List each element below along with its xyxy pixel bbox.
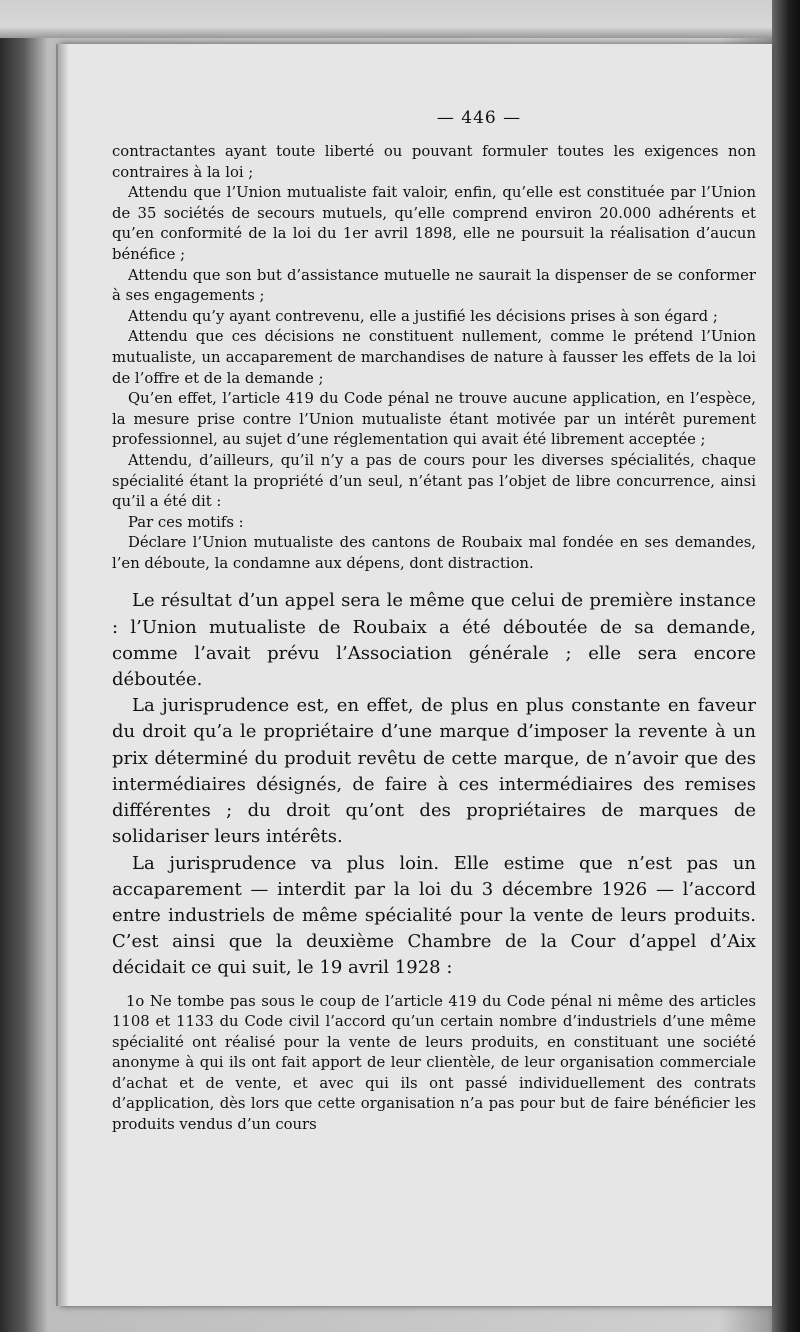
quote-paragraph: contractantes ayant toute liberté ou pouvant formuler toutes les exigences non contraires à la loi ; [112,143,756,181]
ruling-summary [112,992,756,1136]
quote-paragraph: Par ces motifs : [128,513,244,531]
quote-paragraph: Attendu que ces décisions ne constituent nullement, comme le prétend l’Union mutualiste, un accaparement de marchandises de nature à fausser les effets de la loi de l’offre et de la demande ; [112,328,756,387]
book-binding-edge [772,0,800,1332]
main-body [112,588,756,981]
quote-paragraph: Attendu, d’ailleurs, qu’il n’y a pas de cours pour les diverses spécialités, chaque spécialité étant la propriété d’un seul, n’étant pas l’objet de libre concurrence, ainsi qu’il a été dit : [112,451,756,511]
quote-paragraph: Déclare l’Union mutualiste des cantons de Roubaix mal fondée en ses demandes, l’en déboute, la condamne aux dépens, dont distraction. [112,534,756,572]
page-text [112,108,756,1136]
scan-top-edge [0,0,800,38]
quote-paragraph: Attendu qu’y ayant contrevenu, elle a justifié les décisions prises à son égard ; [128,307,718,325]
body-paragraph: La jurisprudence va plus loin. Elle estime que n’est pas un accaparement — interdit par la loi du 3 décembre 1926 — l’accord entre industriels de même spécialité pour la vente de leurs produits. C’est ainsi que la deuxième Chambre de la Cour d’appel d’Aix décidait ce qui suit, le 19 avril 1928 : [112,852,756,979]
quote-paragraph: Attendu que l’Union mutualiste fait valoir, enfin, qu’elle est constituée par l’Union de 35 sociétés de secours mutuels, qu’elle comprend environ 20.000 adhérents et qu’en conformité de la loi du 1er avril 1898, elle ne poursuit la réalisation d’aucun bénéfice ; [112,184,756,263]
quote-paragraph: Attendu que son but d’assistance mutuelle ne saurait la dispenser de se conformer à ses engagements ; [112,266,756,305]
page-number: — 446 — [436,108,522,128]
court-decision-quote [112,142,756,574]
quote-paragraph: Qu’en effet, l’article 419 du Code pénal ne trouve aucune application, en l’espèce, la mesure prise contre l’Union mutualiste étant motivée par un intérêt purement professionnel, au sujet d’une réglementation qui avait été librement acceptée ; [112,390,756,449]
body-paragraph: Le résultat d’un appel sera le même que celui de première instance : l’Union mutualiste de Roubaix a été déboutée de sa demande, comme l’avait prévu l’Association générale ; elle sera encore déboutée. [112,590,756,691]
ruling-paragraph: 1o Ne tombe pas sous le coup de l’article 419 du Code pénal ni même des articles 1108 et 1133 du Code civil l’accord qu’un certain nombre d’industriels d’une même spécialité ont réalisé pour la vente de leurs produits, en constituant une société anonyme à qui ils ont fait apport de leur clientèle, de leur organisation commerciale d’achat et de vente, et avec qui ils ont passé individuellement des contrats d’application, dès lors que cette organisation n’a pas pour but de faire bénéficier les produits vendus d’un cours [112,992,756,1134]
body-paragraph: La jurisprudence est, en effet, de plus en plus constante en faveur du droit qu’a le propriétaire d’une marque d’imposer la revente à un prix déterminé du produit revêtu de cette marque, de n’avoir que des intermédiaires désignés, de faire à ces intermédiaires des remises différentes ; du droit qu’ont des propriétaires de marques de solidariser leurs intérêts. [112,695,756,848]
